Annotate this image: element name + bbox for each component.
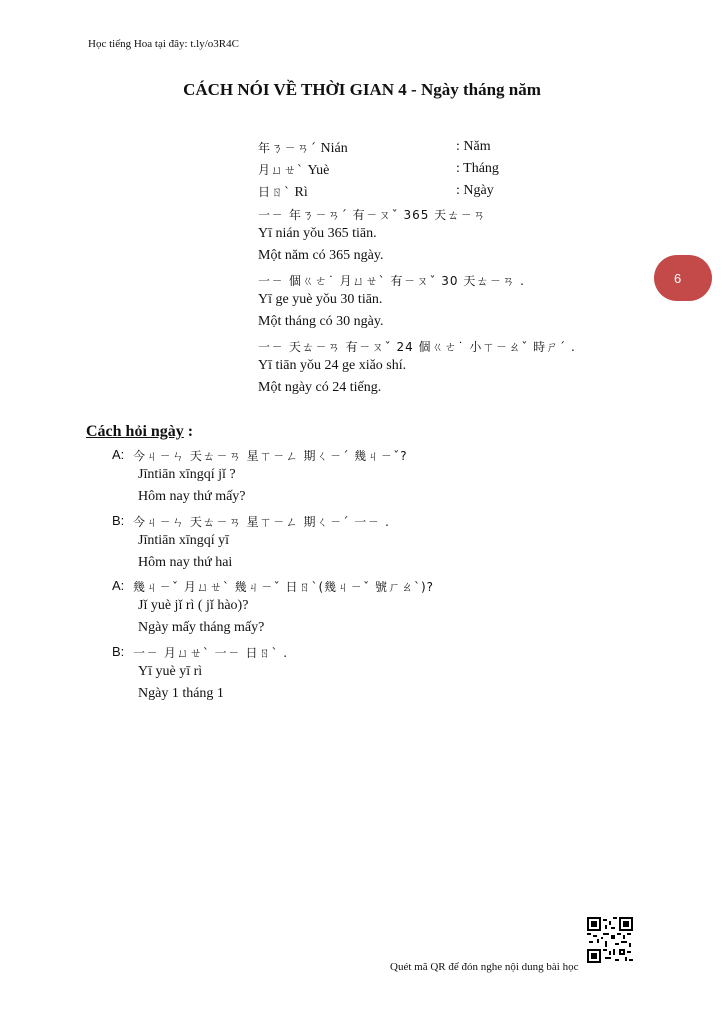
- example-meaning: Một tháng có 30 ngày.: [258, 314, 384, 329]
- vocab-han: 日ㄖˋ: [258, 185, 292, 199]
- speaker-label: A:: [112, 578, 125, 593]
- page-number: 6: [674, 270, 682, 286]
- example-han: 一ㄧ 個ㄍㄜ˙ 月ㄩㄝˋ 有ㄧㄡˇ 30 天ㄊㄧㄢ .: [258, 274, 525, 288]
- vocab-meaning: : Năm: [456, 139, 491, 154]
- dialogue-pinyin: Yī yuè yī rì: [138, 664, 203, 679]
- vocab-meaning: : Tháng: [456, 161, 499, 176]
- vocab-pinyin: Yuè: [307, 163, 330, 178]
- footer-note: Quét mã QR để đón nghe nội dung bài học: [390, 961, 579, 973]
- example-pinyin: Yī tiān yǒu 24 ge xiǎo shí.: [258, 358, 407, 373]
- dialogue-meaning: Hôm nay thứ hai: [138, 555, 233, 570]
- section-title: [86, 423, 193, 441]
- section-title-colon: :: [183, 423, 194, 440]
- vocab-han: 月ㄩㄝˋ: [258, 163, 305, 177]
- example-pinyin: Yī nián yǒu 365 tiān.: [258, 226, 377, 241]
- vocab-pinyin: Nián: [320, 141, 348, 156]
- dialogue-pinyin: Jīntiān xīngqí jǐ ?: [138, 467, 236, 482]
- section-title-text: Cách hỏi ngày: [86, 423, 184, 440]
- dialogue-han: 今ㄐㄧㄣ 天ㄊㄧㄢ 星ㄒㄧㄥ 期ㄑㄧˊ 一ㄧ .: [133, 515, 390, 529]
- vocab-row: [258, 139, 348, 157]
- page-title: CÁCH NÓI VỀ THỜI GIAN 4 - Ngày tháng năm: [183, 80, 541, 99]
- vocab-row: [258, 183, 308, 201]
- dialogue-han: 一ㄧ 月ㄩㄝˋ 一ㄧ 日ㄖˋ .: [133, 646, 289, 660]
- vocab-han: 年ㄋㄧㄢˊ: [258, 141, 318, 155]
- dialogue-meaning: Ngày 1 tháng 1: [138, 686, 224, 701]
- dialogue-han: 幾ㄐㄧˇ 月ㄩㄝˋ 幾ㄐㄧˇ 日ㄖˋ(幾ㄐㄧˇ 號ㄏㄠˋ)?: [133, 580, 434, 594]
- header-note: Học tiếng Hoa tại đây: t.ly/o3R4C: [88, 38, 239, 50]
- example-meaning: Một năm có 365 ngày.: [258, 248, 384, 263]
- example-pinyin: Yī ge yuè yǒu 30 tiān.: [258, 292, 383, 307]
- dialogue-meaning: Ngày mấy tháng mấy?: [138, 620, 265, 635]
- speaker-label: A:: [112, 447, 125, 462]
- qr-code-icon[interactable]: [587, 917, 633, 963]
- example-meaning: Một ngày có 24 tiếng.: [258, 380, 382, 395]
- page-number-badge: [654, 255, 712, 301]
- vocab-row: [258, 161, 329, 179]
- dialogue-pinyin: Jǐ yuè jǐ rì ( jǐ hào)?: [138, 598, 249, 613]
- speaker-label: B:: [112, 513, 125, 528]
- vocab-pinyin: Rì: [294, 185, 308, 200]
- dialogue-meaning: Hôm nay thứ mấy?: [138, 489, 246, 504]
- dialogue-han: 今ㄐㄧㄣ 天ㄊㄧㄢ 星ㄒㄧㄥ 期ㄑㄧˊ 幾ㄐㄧˇ?: [133, 449, 408, 463]
- speaker-label: B:: [112, 644, 125, 659]
- example-han: 一ㄧ 年ㄋㄧㄢˊ 有ㄧㄡˇ 365 天ㄊㄧㄢ: [258, 208, 487, 222]
- vocab-meaning: : Ngày: [456, 183, 494, 198]
- example-han: 一ㄧ 天ㄊㄧㄢ 有ㄧㄡˇ 24 個ㄍㄜ˙ 小ㄒㄧㄠˇ 時ㄕˊ .: [258, 340, 576, 354]
- dialogue-pinyin: Jīntiān xīngqí yī: [138, 533, 229, 548]
